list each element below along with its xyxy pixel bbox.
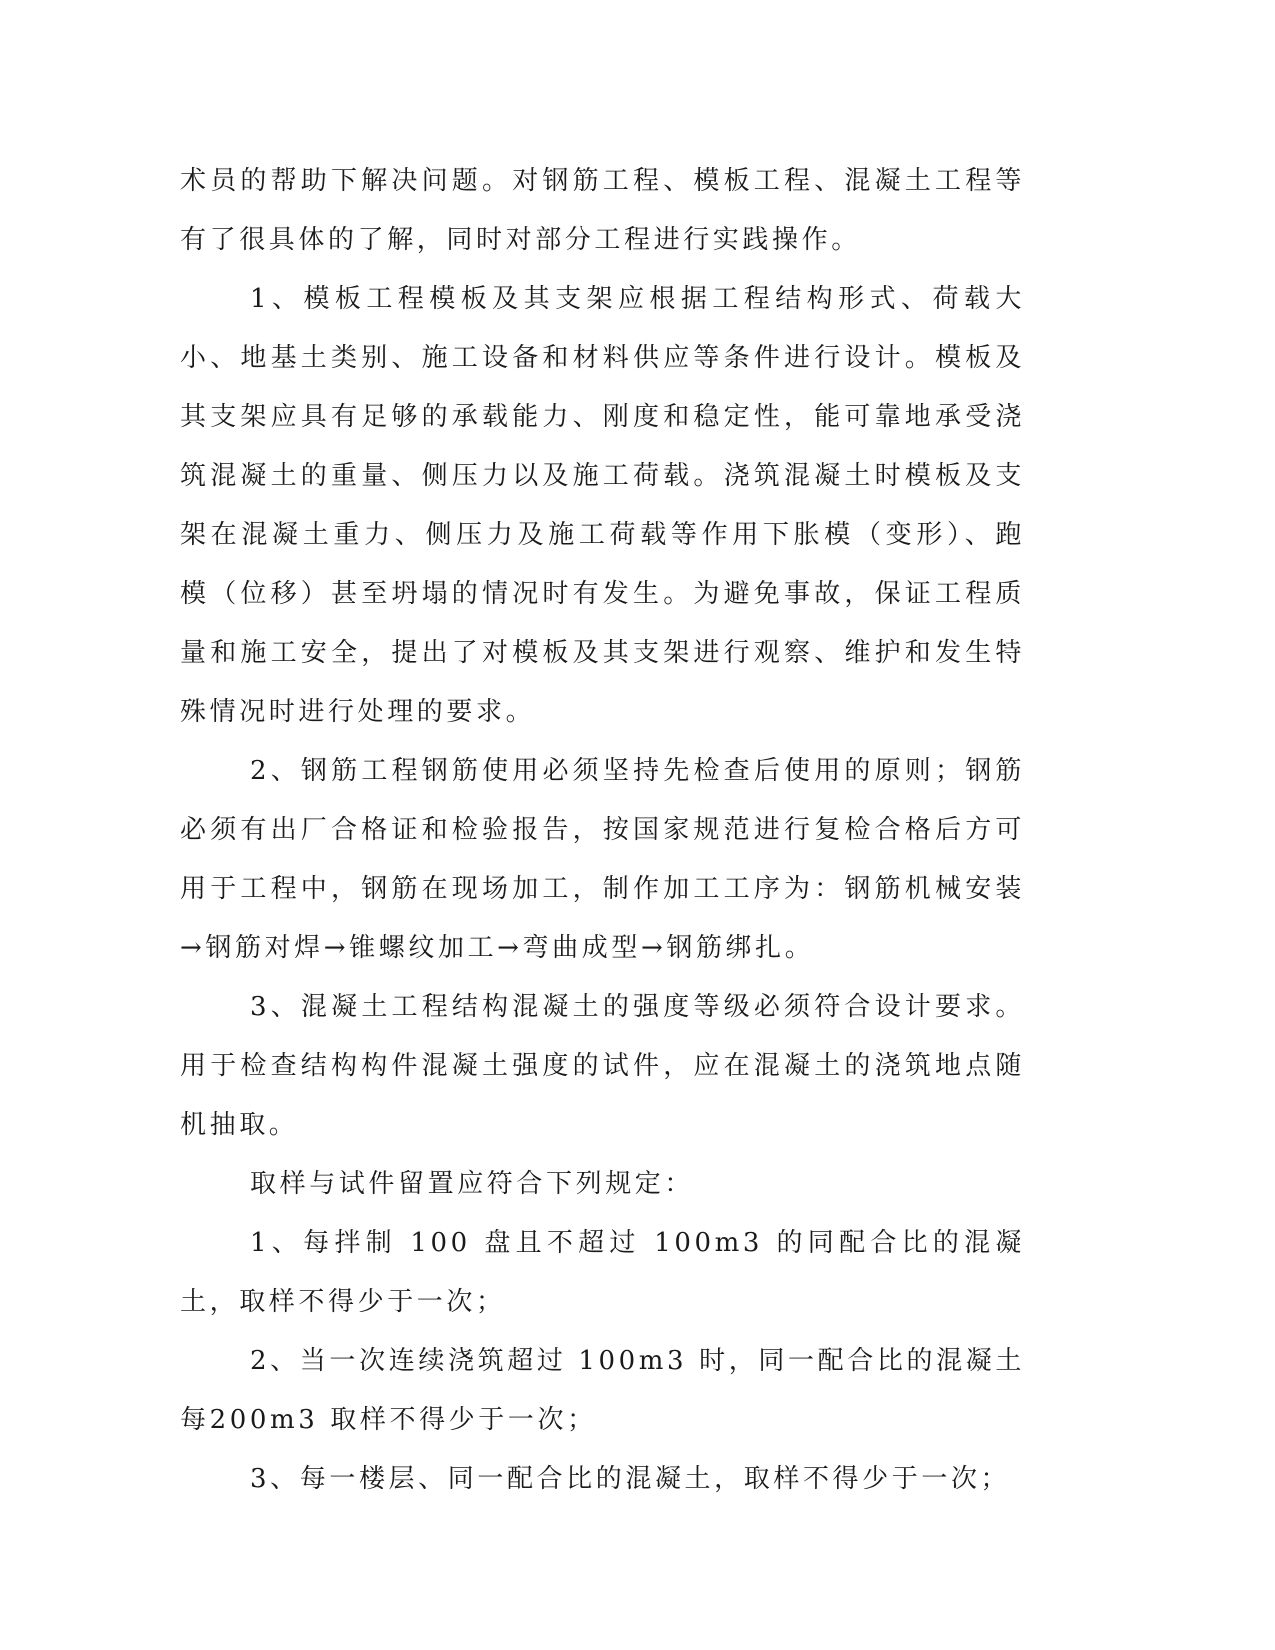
paragraph-continued: 术员的帮助下解决问题。对钢筋工程、模板工程、混凝土工程等有了很具体的了解，同时对部分工程进行实践操作。 <box>180 166 1025 255</box>
paragraph-sampling-intro: 取样与试件留置应符合下列规定： <box>250 1169 695 1199</box>
paragraph-sampling-rule-2: 2、当一次连续浇筑超过 100m3 时，同一配合比的混凝土每200m3 取样不得少于一次； <box>180 1346 1025 1435</box>
paragraph-formwork: 1、模板工程模板及其支架应根据工程结构形式、荷载大小、地基土类别、施工设备和材料供应等条件进行设计。模板及其支架应具有足够的承载能力、刚度和稳定性，能可靠地承受浇筑混凝土的重量、侧压力以及施工荷载。浇筑混凝土时模板及支架在混凝土重力、侧压力及施工荷载等作用下胀模（变形）、跑模（位移）甚至坍塌的情况时有发生。为避免事故，保证工程质量和施工安全，提出了对模板及其支架进行观察、维护和发生特殊情况时进行处理的要求。 <box>180 284 1025 727</box>
paragraph-concrete: 3、混凝土工程结构混凝土的强度等级必须符合设计要求。用于检查结构构件混凝土强度的试件，应在混凝土的浇筑地点随机抽取。 <box>180 992 1025 1140</box>
paragraph-rebar: 2、钢筋工程钢筋使用必须坚持先检查后使用的原则；钢筋必须有出厂合格证和检验报告，按国家规范进行复检合格后方可用于工程中，钢筋在现场加工，制作加工工序为：钢筋机械安装→钢筋对焊→锥螺纹加工→弯曲成型→钢筋绑扎。 <box>180 756 1025 963</box>
paragraph-sampling-rule-1: 1、每拌制 100 盘且不超过 100m3 的同配合比的混凝土，取样不得少于一次； <box>180 1228 1025 1317</box>
document-body <box>180 152 1025 1509</box>
paragraph-sampling-rule-3: 3、每一楼层、同一配合比的混凝土，取样不得少于一次； <box>250 1464 1011 1494</box>
